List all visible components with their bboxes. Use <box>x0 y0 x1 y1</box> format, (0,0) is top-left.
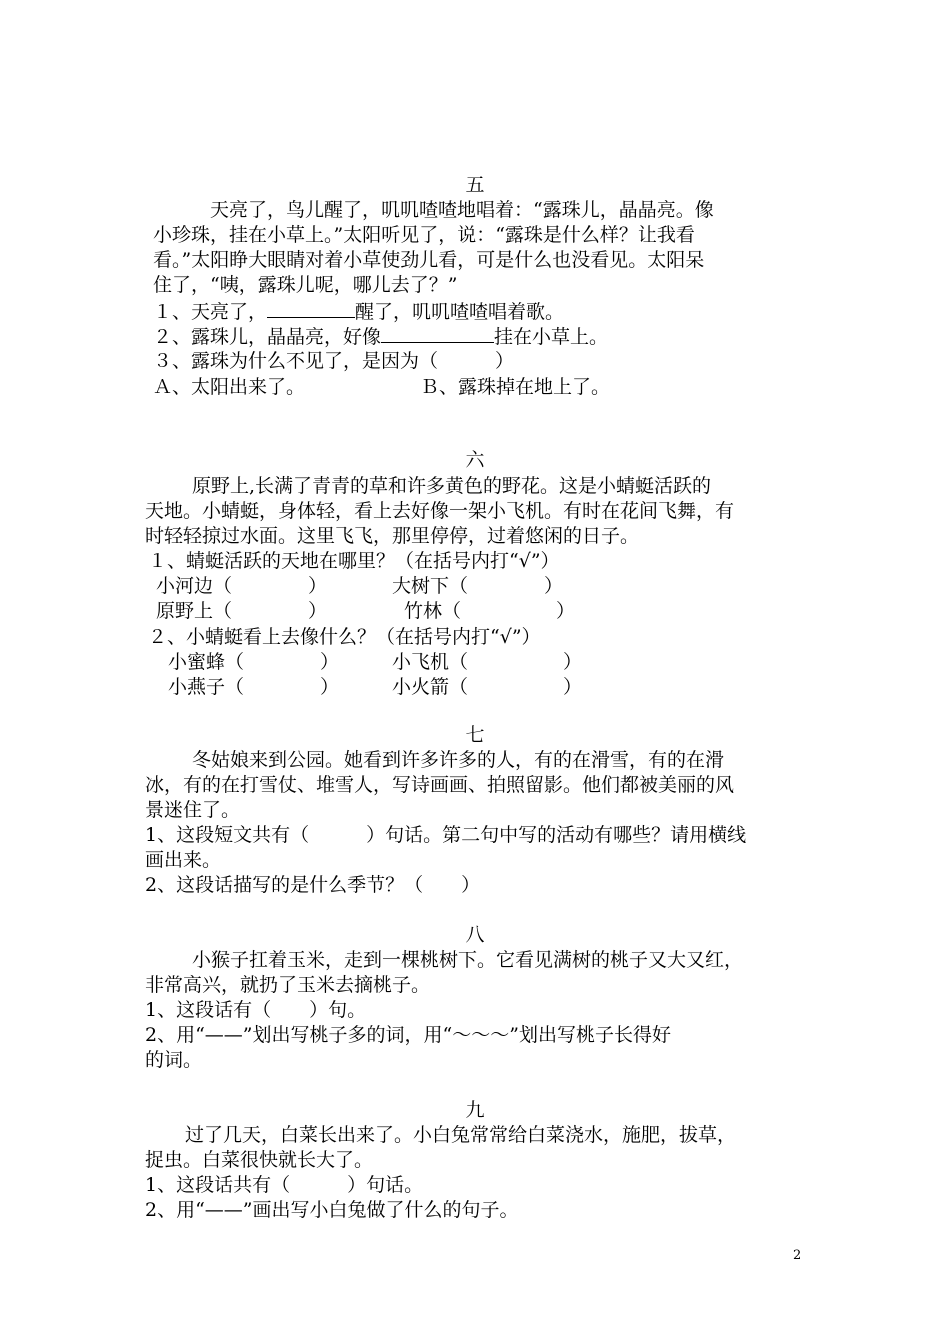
paragraph-line: 景迷住了。 <box>145 799 241 821</box>
question-1: 1、这段话共有（ ）句话。 <box>145 1174 424 1196</box>
paragraph-line: 天地。小蜻蜓，身体轻，看上去好像一架小飞机。有时在花间飞舞，有 <box>145 500 735 522</box>
choice-option[interactable]: 小河边（ ） <box>156 575 328 597</box>
question-1-cont: 画出来。 <box>145 849 222 871</box>
question-2-cont: 的词。 <box>145 1049 203 1071</box>
choice-option[interactable]: 竹林（ ） <box>404 600 576 622</box>
paragraph-line: 小猴子扛着玉米，走到一棵桃树下。它看见满树的桃子又大又红， <box>192 949 744 971</box>
question-1: １、蜻蜓活跃的天地在哪里？（在括号内打“√”） <box>148 550 560 572</box>
section-title-6: 六 <box>465 449 485 471</box>
fill-blank[interactable] <box>267 299 355 318</box>
choice-option[interactable]: 大树下（ ） <box>392 575 564 597</box>
question-2: 2、这段话描写的是什么季节？（ ） <box>145 874 481 896</box>
option-b: Ｂ、露珠掉在地上了。 <box>420 376 611 398</box>
paragraph-line: 小珍珠，挂在小草上。”太阳听见了，说：“露珠是什么样？让我看 <box>153 224 695 246</box>
paragraph-line: 住了，“咦，露珠儿呢，哪儿去了？” <box>153 274 458 296</box>
paragraph-line: 冰，有的在打雪仗、堆雪人，写诗画画、拍照留影。他们都被美丽的风 <box>145 774 735 796</box>
question-2: ２、小蜻蜓看上去像什么？（在括号内打“√”） <box>148 626 541 648</box>
question-2: 2、用“——”画出写小白兔做了什么的句子。 <box>145 1199 519 1221</box>
question-2: 2、用“——”划出写桃子多的词，用“～～～”划出写桃子长得好 <box>145 1024 671 1046</box>
choice-option[interactable]: 小蜜蜂（ ） <box>168 651 340 673</box>
question-1 <box>153 299 564 323</box>
page-number: 2 <box>793 1248 802 1263</box>
question-3: ３、露珠为什么不见了，是因为（ ） <box>153 350 515 372</box>
question-2 <box>153 324 608 348</box>
section-title-5: 五 <box>465 174 485 196</box>
question-1: 1、这段短文共有（ ）句话。第二句中写的活动有哪些？请用横线 <box>145 824 747 846</box>
paragraph-line: 非常高兴，就扔了玉米去摘桃子。 <box>145 974 431 996</box>
section-title-8: 八 <box>465 924 485 946</box>
question-text: 醒了，叽叽喳喳唱着歌。 <box>355 301 565 323</box>
choice-option[interactable]: 小燕子（ ） <box>168 676 340 698</box>
paragraph-line: 原野上,长满了青青的草和许多黄色的野花。这是小蜻蜓活跃的 <box>192 475 712 497</box>
section-title-9: 九 <box>465 1099 485 1121</box>
choice-option[interactable]: 小飞机（ ） <box>392 651 583 673</box>
fill-blank[interactable] <box>381 324 494 343</box>
choice-option[interactable]: 小火箭（ ） <box>392 676 583 698</box>
question-text: １、天亮了， <box>153 301 268 323</box>
paragraph-line: 天亮了，鸟儿醒了，叽叽喳喳地唱着：“露珠儿，晶晶亮。像 <box>210 199 714 221</box>
paragraph-line: 时轻轻掠过水面。这里飞飞，那里停停，过着悠闲的日子。 <box>145 525 640 547</box>
question-text: ２、露珠儿，晶晶亮，好像 <box>153 326 382 348</box>
question-text: 挂在小草上。 <box>494 326 609 348</box>
paragraph-line: 捉虫。白菜很快就长大了。 <box>145 1149 374 1171</box>
question-1: 1、这段话有（ ）句。 <box>145 999 367 1021</box>
paragraph-line: 冬姑娘来到公园。她看到许多许多的人，有的在滑雪，有的在滑 <box>192 749 725 771</box>
paragraph-line: 过了几天，白菜长出来了。小白兔常常给白菜浇水，施肥，拔草， <box>185 1124 737 1146</box>
choice-option[interactable]: 原野上（ ） <box>156 600 328 622</box>
section-title-7: 七 <box>465 724 485 746</box>
paragraph-line: 看。”太阳睁大眼睛对着小草使劲儿看，可是什么也没看见。太阳呆 <box>153 249 705 271</box>
option-a: Ａ、太阳出来了。 <box>153 376 306 398</box>
